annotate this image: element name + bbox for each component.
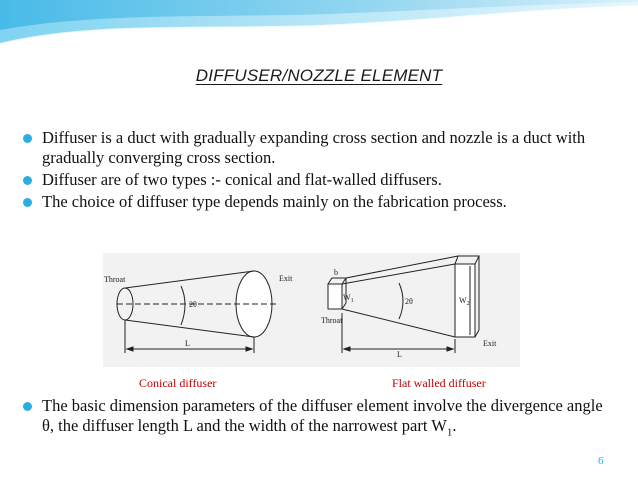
flat-exit-label: Exit: [483, 339, 497, 348]
diffuser-diagram: [103, 253, 520, 367]
bottom-bullet-end: .: [452, 416, 457, 435]
diffuser-figure: [103, 253, 520, 367]
bullet-item: [22, 396, 612, 442]
slide-title-text: DIFFUSER/NOZZLE ELEMENT: [195, 66, 443, 85]
w1-subscript: 1: [446, 426, 453, 439]
header-wave-decoration: [0, 0, 638, 70]
conical-diffuser-caption: Conical diffuser: [139, 376, 217, 390]
flat-w2-label: $W_2$: [459, 296, 470, 307]
conical-diffuser-drawing: [117, 271, 278, 353]
bullet-item: The choice of diffuser type depends mainly on the fabrication process.: [22, 192, 612, 212]
conical-exit-label: Exit: [279, 274, 293, 283]
flat-angle-label: 2θ: [405, 297, 413, 306]
conical-throat-label: Throat: [104, 275, 126, 284]
bullet-list: [22, 128, 612, 214]
slide-title: [0, 66, 638, 86]
flat-w1-label: $W_1$: [343, 293, 354, 304]
bullet-item: Diffuser is a duct with gradually expanding cross section and nozzle is a duct with gradually converging cross section.: [22, 128, 612, 168]
page-number: 6: [598, 455, 604, 467]
bullet-item: Diffuser are of two types :- conical and flat-walled diffusers.: [22, 170, 612, 190]
conical-angle-label: 2θ: [189, 300, 197, 309]
conical-length-label: L: [185, 339, 190, 348]
flat-diffuser-drawing: [328, 256, 479, 353]
bottom-bullet-text: The basic dimension parameters of the diffuser element involve the divergence angle θ, the diffuser length L and the width of the narrowest part W: [42, 396, 603, 435]
flat-throat-label: Throat: [321, 316, 343, 325]
bottom-bullet-list: [22, 396, 612, 442]
flat-b-label: b: [334, 268, 338, 277]
flat-length-label: L: [397, 350, 402, 359]
flat-diffuser-caption: Flat walled diffuser: [392, 376, 486, 390]
